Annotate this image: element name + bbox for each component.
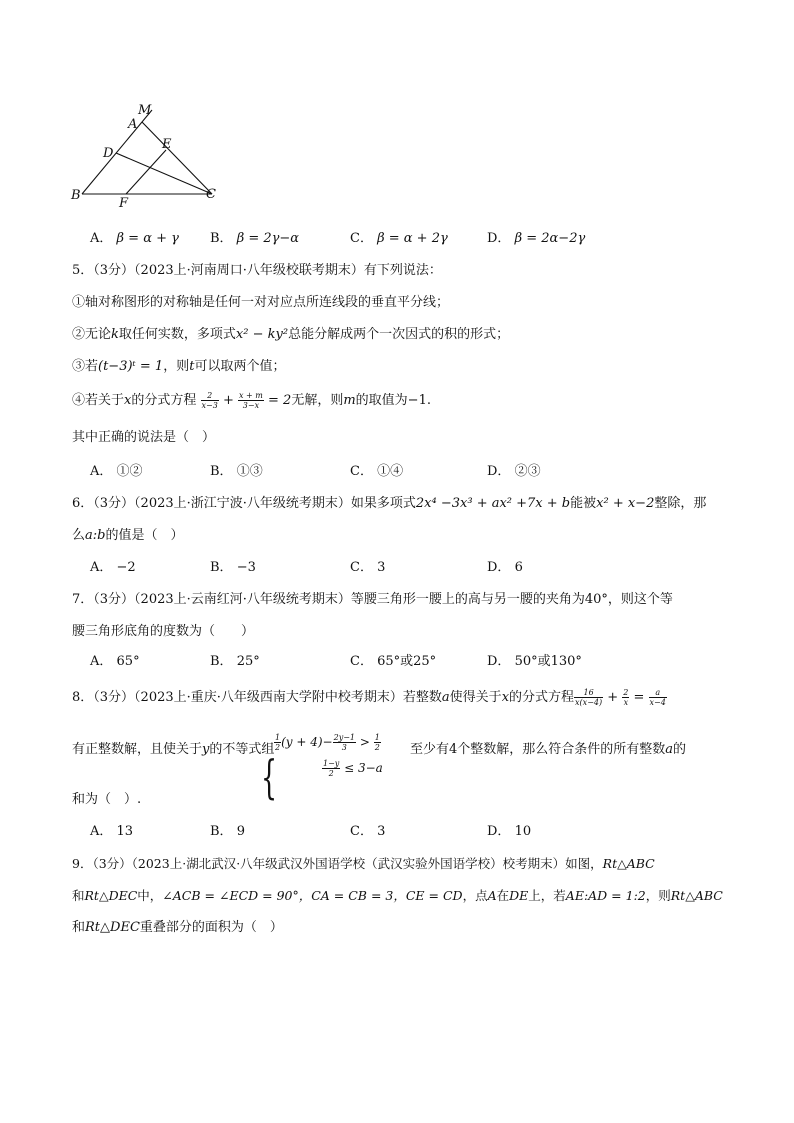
- q5-statement-2: ②无论k取任何实数，多项式x² − ky²总能分解成两个一次因式的积的形式；: [72, 327, 510, 342]
- label-F: F: [119, 196, 129, 210]
- segment-DC: [116, 153, 212, 194]
- geometry-figure: [68, 98, 228, 210]
- q6-option-c[interactable]: C． 3: [350, 560, 386, 575]
- label-A: A: [128, 117, 138, 132]
- label-D: D: [103, 146, 114, 161]
- q5-ask: 其中正确的说法是（ ）: [72, 430, 216, 445]
- label-E: E: [162, 137, 172, 152]
- q5-statement-3: ③若(t−3)ᵗ = 1，则t可以取两个值；: [72, 359, 286, 374]
- q5-statement-4: ④若关于x的分式方程 $\frac{2}{x-3}$ + $\frac{x + m}{3-x}$ = 2无解，则m的取值为−1.: [72, 391, 431, 410]
- q4-option-b[interactable]: B． β = 2γ−α: [210, 231, 300, 246]
- q5-option-b[interactable]: B． ①③: [210, 464, 263, 479]
- q9-stem-line-3: 和Rt△DEC重叠部分的面积为（ ）: [72, 920, 283, 935]
- q5-fraction-2: $\frac{x + m}{3-x}$: [239, 391, 263, 410]
- q7-option-c[interactable]: C． 65°或25°: [350, 654, 437, 669]
- q6-option-d[interactable]: D． 6: [487, 560, 523, 575]
- q8-option-d[interactable]: D． 10: [487, 824, 532, 839]
- q8-option-b[interactable]: B． 9: [210, 824, 245, 839]
- q5-option-c[interactable]: C． ①④: [350, 464, 404, 479]
- q4-option-a[interactable]: A． β = α + γ: [90, 231, 179, 246]
- segment-BM: [82, 110, 152, 194]
- q9-stem-line-2: 和Rt△DEC中，∠ACB = ∠ECD = 90°，CA = CB = 3，CE = CD，点A在DE上，若AE:AD = 1:2，则Rt△ABC: [72, 888, 723, 903]
- q5-fraction-1: $\frac{2}{x-3}$: [201, 391, 218, 410]
- q8-stem-line-3: 和为（ ）.: [72, 792, 142, 807]
- q5-statement-1: ①轴对称图形的对称轴是任何一对对应点所连线段的垂直平分线；: [72, 295, 450, 310]
- label-B: B: [71, 188, 81, 203]
- q6-stem-line-2: 么a:b的值是（ ）: [72, 528, 184, 543]
- q8-stem-line-2-cont: 至少有4个整数解，那么符合条件的所有整数a的: [410, 742, 687, 757]
- label-M: M: [138, 103, 152, 118]
- q8-fraction-2: $\frac{2}{x}$: [623, 688, 629, 707]
- q8-fraction-3: $\frac{a}{x-4}$: [649, 688, 666, 707]
- q8-option-a[interactable]: A． 13: [90, 824, 134, 839]
- q7-option-d[interactable]: D． 50°或130°: [487, 654, 582, 669]
- q5-stem: 5．（3分）（2023上·河南周口·八年级校联考期末）有下列说法：: [72, 263, 442, 278]
- q8-option-c[interactable]: C． 3: [350, 824, 386, 839]
- q7-option-b[interactable]: B． 25°: [210, 654, 260, 669]
- q5-option-d[interactable]: D． ②③: [487, 464, 541, 479]
- inequality-brace: {: [261, 750, 278, 804]
- q7-stem-line-1: 7．（3分）（2023上·云南红河·八年级统考期末）等腰三角形一腰上的高与另一腰的夹角为40°，则这个等: [72, 592, 673, 607]
- segment-AC: [142, 122, 212, 194]
- q4-option-d[interactable]: D． β = 2α−2γ: [487, 231, 586, 246]
- q8-stem-line-1: 8．（3分）（2023上·重庆·八年级西南大学附中校考期末）若整数a使得关于x的分式方程 $\frac{16}{x(x-4)}$ + $\frac{2}{x}$ = $\frac{a}{x-4}$: [72, 688, 666, 707]
- q9-stem-line-1: 9．（3分）（2023上·湖北武汉·八年级武汉外国语学校（武汉实验外国语学校）校考期末）如图，Rt△ABC: [72, 856, 655, 871]
- q8-inequality-1: $\frac{1}{2}$ (y + 4)− $\frac{2y-1}{3}$ > $\frac{1}{2}$: [275, 733, 380, 752]
- q7-option-a[interactable]: A． 65°: [90, 654, 140, 669]
- q8-fraction-1: $\frac{16}{x(x-4)}$: [575, 688, 603, 707]
- q6-option-b[interactable]: B． −3: [210, 560, 256, 575]
- q8-ineq1-half: $\frac{1}{2}$: [275, 733, 281, 752]
- q8-inequality-2: $\frac{1-y}{2}$ ≤ 3−a: [323, 759, 383, 778]
- q6-option-a[interactable]: A． −2: [90, 560, 136, 575]
- q8-stem-line-2: 有正整数解，且使关于y的不等式组: [72, 742, 275, 757]
- q4-option-c[interactable]: C． β = α + 2γ: [350, 231, 448, 246]
- q6-stem-line-1: 6．（3分）（2023上·浙江宁波·八年级统考期末）如果多项式2x⁴ −3x³ + ax² +7x + b能被x² + x−2整除，那: [72, 496, 707, 511]
- label-C: C: [206, 187, 216, 202]
- q5-option-a[interactable]: A． ①②: [90, 464, 143, 479]
- q7-stem-line-2: 腰三角形底角的度数为（ ）: [72, 624, 255, 639]
